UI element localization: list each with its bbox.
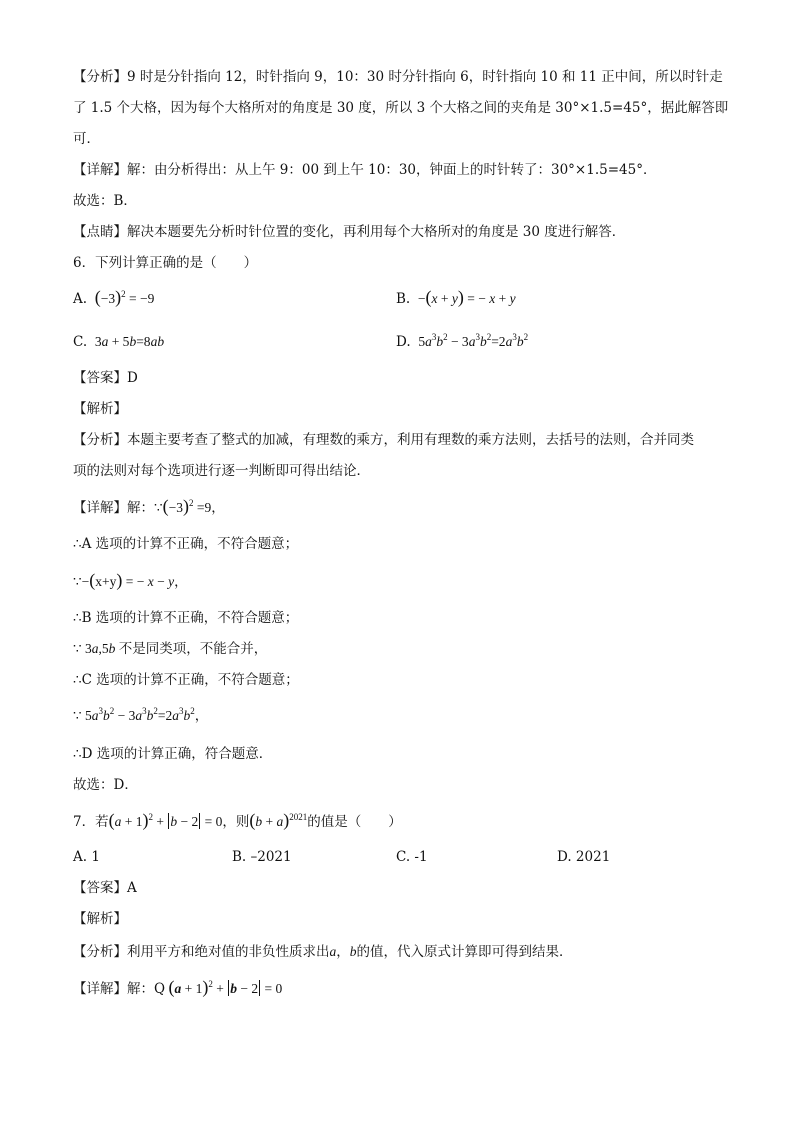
detail-line: 【详解】解：由分析得出：从上午 9：00 到上午 10：30，钟面上的时针转了：30°×1.5=45°． bbox=[73, 162, 657, 178]
q7-analysis-text: 【分析】利用平方和绝对值的非负性质求出 bbox=[73, 944, 330, 960]
q7-option-a: A. 1 bbox=[73, 849, 100, 865]
q6-c-reason: 不是同类项，不能合并， bbox=[118, 641, 268, 657]
q6-option-a bbox=[73, 288, 154, 308]
dianjing-line: 【点睛】解决本题要先分析时针位置的变化，再利用每个大格所对的角度是 30 度进行解答． bbox=[73, 224, 626, 240]
q7-answer: 【答案】A bbox=[73, 880, 137, 896]
q6-b-wrong: ∴B 选项的计算不正确，不符合题意； bbox=[73, 610, 299, 626]
q6-option-b-label: B. bbox=[396, 291, 411, 307]
q7-option-b: B. –2021 bbox=[232, 849, 292, 865]
q7-analysis: 【分析】利用平方和绝对值的非负性质求出a，b的值，代入原式计算即可得到结果． bbox=[73, 944, 573, 960]
q7-prefix: 7．若 bbox=[73, 814, 109, 830]
question-7-stem: 7．若$(a + 1)^2 + b - 2 = 0$，则$(b + a)^{2021}$的值是（ ） bbox=[73, 810, 402, 830]
q6-option-b-formula: −(x + y) = − x + y bbox=[414, 287, 516, 307]
q6-option-d bbox=[396, 333, 528, 351]
q6-option-d-label: D. bbox=[396, 334, 411, 350]
q7-analysis-mid: ， bbox=[336, 944, 350, 960]
q7-analysis-end: 的值，代入原式计算即可得到结果． bbox=[356, 944, 573, 960]
analysis-line-1: 【分析】9 时是分针指向 12，时针指向 9，10：30 时分针指向 6，时针指向 10 和 11 正中间，所以时针走 bbox=[73, 69, 723, 85]
q6-choose: 故选：D． bbox=[73, 777, 138, 793]
choose-line: 故选：B． bbox=[73, 193, 137, 209]
q6-option-c-formula: 3a + 5b=8ab bbox=[91, 334, 165, 349]
q6-detail-b: ∵−(x+y) = − x − y， bbox=[73, 570, 188, 590]
q6-analysis-2: 项的法则对每个选项进行逐一判断即可得出结论． bbox=[73, 463, 370, 479]
question-6-stem: 6．下列计算正确的是（ ） bbox=[73, 255, 258, 271]
q6-answer: 【答案】D bbox=[73, 370, 138, 386]
q6-detail-prefix: 【详解】解： bbox=[73, 500, 154, 516]
q6-c-wrong: ∴C 选项的计算不正确，不符合题意； bbox=[73, 672, 299, 688]
analysis-line-2: 了 1.5 个大格，因为每个大格所对的角度是 30 度，所以 3 个大格之间的夹角是 30°×1.5=45°，据此解答即 bbox=[73, 100, 729, 116]
q7-option-d: D. 2021 bbox=[557, 849, 611, 865]
q7-detail-prefix: 【详解】解：Q bbox=[73, 981, 166, 997]
q6-a-wrong: ∴A 选项的计算不正确，不符合题意； bbox=[73, 536, 299, 552]
q7-option-c: C. -1 bbox=[396, 849, 428, 865]
q7-suffix: 的值是（ ） bbox=[307, 814, 402, 830]
q6-option-a-label: A. bbox=[73, 291, 88, 307]
q6-jiexi: 【解析】 bbox=[73, 401, 127, 417]
q6-option-d-formula: $5a^3b^2 - 3a^3b^2=2a^3b^2$ bbox=[414, 332, 529, 349]
q6-option-a-formula: $(-3)^2 = -9$ bbox=[94, 287, 155, 307]
q6-option-b bbox=[396, 288, 516, 308]
analysis-line-3: 可． bbox=[73, 131, 100, 147]
q6-analysis-1: 【分析】本题主要考查了整式的加减，有理数的乘方，利用有理数的乘方法则，去括号的法则，合并同类 bbox=[73, 432, 694, 448]
q7-jiexi: 【解析】 bbox=[73, 911, 127, 927]
q7-mid: ，则 bbox=[222, 814, 250, 830]
q6-option-c bbox=[73, 333, 164, 351]
q6-detail-c: ∵ 3a,5b 不是同类项，不能合并， bbox=[73, 641, 268, 657]
q6-detail-a: 【详解】解：$\because(-3)^2 =9$， bbox=[73, 496, 225, 516]
q6-d-right: ∴D 选项的计算正确，符合题意． bbox=[73, 746, 273, 762]
q7-detail: 【详解】解：Q $(a + 1)^2 + b - 2 = 0$ bbox=[73, 977, 283, 997]
q6-option-c-label: C. bbox=[73, 334, 88, 350]
q6-detail-d: ∵ $5a^3b^2 - 3a^3b^2=2a^3b^2$， bbox=[73, 706, 209, 723]
